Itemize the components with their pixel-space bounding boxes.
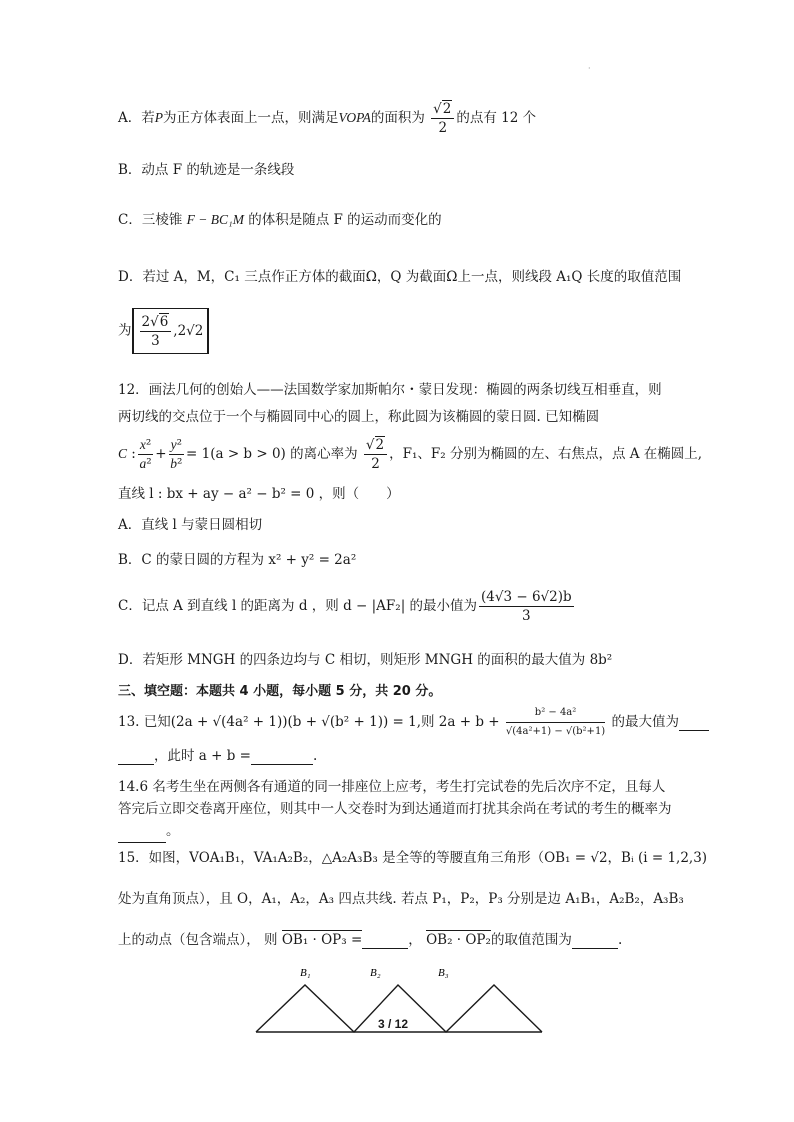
range-bracket: $\frac{2√6}{3}$ ,2√2 xyxy=(132,308,210,354)
q12-stem-1: 12．画法几何的创始人——法国数学家加斯帕尔・蒙日发现：椭圆的两条切线互相垂直，则 xyxy=(118,382,662,398)
q15-line-2: 处为直角顶点），且 O，A₁，A₂，A₃ 四点共线. 若点 P₁，P₂，P₃ 分别是边 A₁B₁，A₂B₂，A₃B₃ xyxy=(118,891,684,907)
q12-option-c: C．记点 A 到直线 l 的距离为 d ，则 d − |AF₂| 的最小值为 $\frac{(4√3 - 6√2)b}{3}$ xyxy=(118,589,572,624)
q15-line-1: 15．如图，VOA₁B₁，VA₁A₂B₂，△A₂A₃B₃ 是全等的等腰直角三角形（OB₁ = √2，Bᵢ (i = 1,2,3) xyxy=(118,850,708,866)
q12-option-d: D．若矩形 MNGH 的四条边均与 C 相切，则矩形 MNGH 的面积的最大值为 8b² xyxy=(118,652,613,668)
q12-ellipse: C : $\frac{\text{x²}}{\text{a²}}$ + $\frac{\text{y²}}{\text{b²}}$ = 1(a > b > 0) 的离心率为 $\frac{√2}{2}$ ，F₁、F₂ 分别为椭圆的左、右焦点，点 A 在椭圆上, xyxy=(118,437,703,472)
section-heading: 三、填空题：本题共 4 小题，每小题 5 分，共 20 分。 xyxy=(118,684,442,699)
q15-blank-2[interactable] xyxy=(572,932,618,949)
q11-option-c: C．三棱锥 F − BC₁M 的体积是随点 F 的运动而变化的 xyxy=(118,212,442,228)
q14-blank[interactable] xyxy=(118,820,166,843)
q13-blank-2[interactable] xyxy=(251,748,313,765)
label-b1: B₁ xyxy=(300,967,311,979)
q11-option-b: B．动点 F 的轨迹是一条线段 xyxy=(118,162,295,178)
q15-line-3: 上的动点（包含端点）， 则 OB₁ · OP₃ = ， OB₂ · OP₂的取值范围为 . xyxy=(118,932,623,948)
q14-text: 14.6 名考生坐在两侧各有通道的同一排座位上应考，考生打完试卷的先后次序不定，且每人答完后立即交卷离开座位，则其中一人交卷时为到达通道而打扰其余尚在考试的考生的概率为 。 xyxy=(118,776,678,843)
q13-blank-1[interactable] xyxy=(679,714,709,731)
q13-fraction: $\frac{\text{b² − 4a²}}{\text{√(4a²+1) − √(b²+1)}}$ xyxy=(506,704,605,741)
corner-mark: · xyxy=(588,64,591,73)
label-b3: B₃ xyxy=(438,967,449,979)
q13-line-1: 13. 已知(2a + √(4a² + 1))(b + √(b² + 1)) = 1,则 2a + b + $\frac{\text{b² − 4a²}}{\text{√(4a²+1) − √(b²+1)}}$ 的最大值为 xyxy=(118,704,709,741)
page-number: 3 / 12 xyxy=(378,1017,409,1031)
q15-blank-1[interactable] xyxy=(362,932,408,949)
q13-blank-1-cont[interactable] xyxy=(118,748,154,765)
q11-option-d-range: 为 $\frac{2√6}{3}$ ,2√2 xyxy=(118,308,209,354)
q12-line-eq: 直线 l : bx + ay − a² − b² = 0 ，则（ ） xyxy=(118,486,400,502)
q13-line-2: ，此时 a + b = . xyxy=(118,744,317,765)
q11-option-a: A．若P为正方体表面上一点，则满足VOPA的面积为 $\frac{√2}{2}$ 的点有 12 个 xyxy=(118,101,537,136)
label-b2: B₂ xyxy=(370,967,381,979)
q12-option-a: A．直线 l 与蒙日圆相切 xyxy=(118,517,263,533)
q12-stem-2: 两切线的交点位于一个与椭圆同中心的圆上，称此圆为该椭圆的蒙日圆. 已知椭圆 xyxy=(118,409,600,425)
q12-option-b: B．C 的蒙日圆的方程为 x² + y² = 2a² xyxy=(118,552,357,568)
q11-option-d: D．若过 A，M，C₁ 三点作正方体的截面Ω，Q 为截面Ω上一点，则线段 A₁Q 长度的取值范围 xyxy=(118,269,682,285)
sqrt2-over-2: $\frac{√2}{2}$ xyxy=(431,100,454,137)
